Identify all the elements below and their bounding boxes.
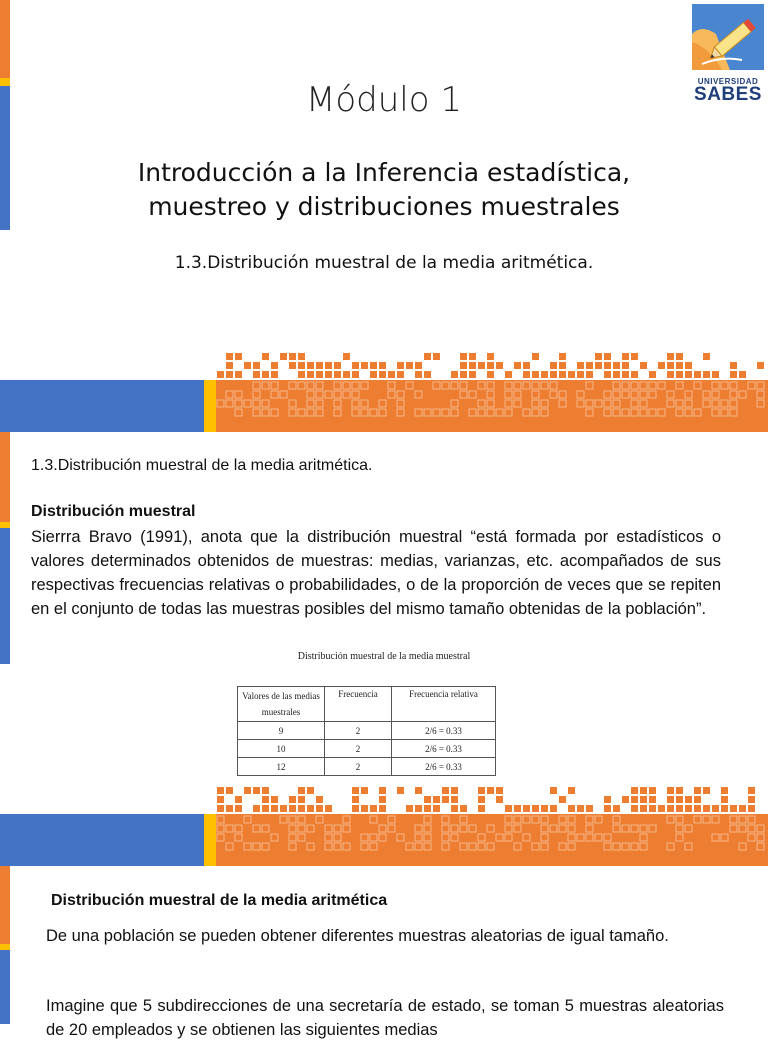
header-frequency: Frecuencia [325,687,392,722]
subsection-title: Distribución muestral [31,503,196,520]
definition-paragraph: Sierrra Bravo (1991), anota que la distribución muestral “está formada por estadísticos o valores determinados obtenidos de muestras: medias, varianzas, etc. acompañados de sus respectivas frecuencias relativas o probabilidades, o de la proporción de veces que se repiten en el conjunto de todas las muestras posibles del mismo tamaño obtenidas de la población”. [31,528,721,618]
pixel-pattern-icon [216,784,768,866]
slide-subtitle [0,156,768,224]
body-paragraph-1: De una población se pueden obtener diferentes muestras aleatorias de igual tamaño. [46,927,669,945]
edge-accent-blue [0,528,10,664]
table-cell: 2 [325,740,392,758]
table-cell: 12 [238,758,325,776]
section-title: 1.3.Distribución muestral de la media aritmética. [174,253,594,273]
table-cell: 2/6 = 0.33 [392,758,496,776]
edge-accent-orange [0,0,10,78]
edge-accent-orange [0,432,10,522]
header-relative-frequency: Frecuencia relativa [392,687,496,722]
table-header-row [238,687,496,722]
subtitle-line-2: muestreo y distribuciones muestrales [148,192,620,221]
logo-line-sabes: SABES [694,84,762,105]
table-cell: 2 [325,722,392,740]
decorative-band [0,380,768,432]
table-cell: 2/6 = 0.33 [392,740,496,758]
table-row [238,740,496,758]
pixel-pattern-icon [216,350,768,432]
table-cell: 2 [325,758,392,776]
pencil-logo-icon [692,4,764,70]
section-heading: 1.3.Distribución muestral de la media aritmética. [31,457,373,474]
logo-line-university: UNIVERSIDAD [697,77,759,86]
distribution-table [237,686,496,776]
table-row [238,722,496,740]
slide-title [0,0,768,432]
edge-accent-blue [0,950,10,1024]
slide-arithmetic-mean [0,866,768,1039]
header-values: Valores de las medias muestrales [238,687,325,722]
table-caption: Distribución muestral de la media muestral [297,651,471,662]
section-heading: Distribución muestral de la media aritmética [51,892,388,909]
slide-title-text: Módulo 1 [306,80,462,120]
table-row [238,758,496,776]
subtitle-line-1: Introducción a la Inferencia estadística, [137,158,631,187]
table-cell: 2/6 = 0.33 [392,722,496,740]
table-cell: 9 [238,722,325,740]
body-paragraph-2: Imagine que 5 subdirecciones de una secretaría de estado, se toman 5 muestras aleatorias de 20 empleados y se obtienen las siguientes medias [46,997,724,1039]
table-cell: 10 [238,740,325,758]
slide-sampling-distribution [0,432,768,866]
edge-accent-orange [0,866,10,944]
decorative-band [0,814,768,866]
